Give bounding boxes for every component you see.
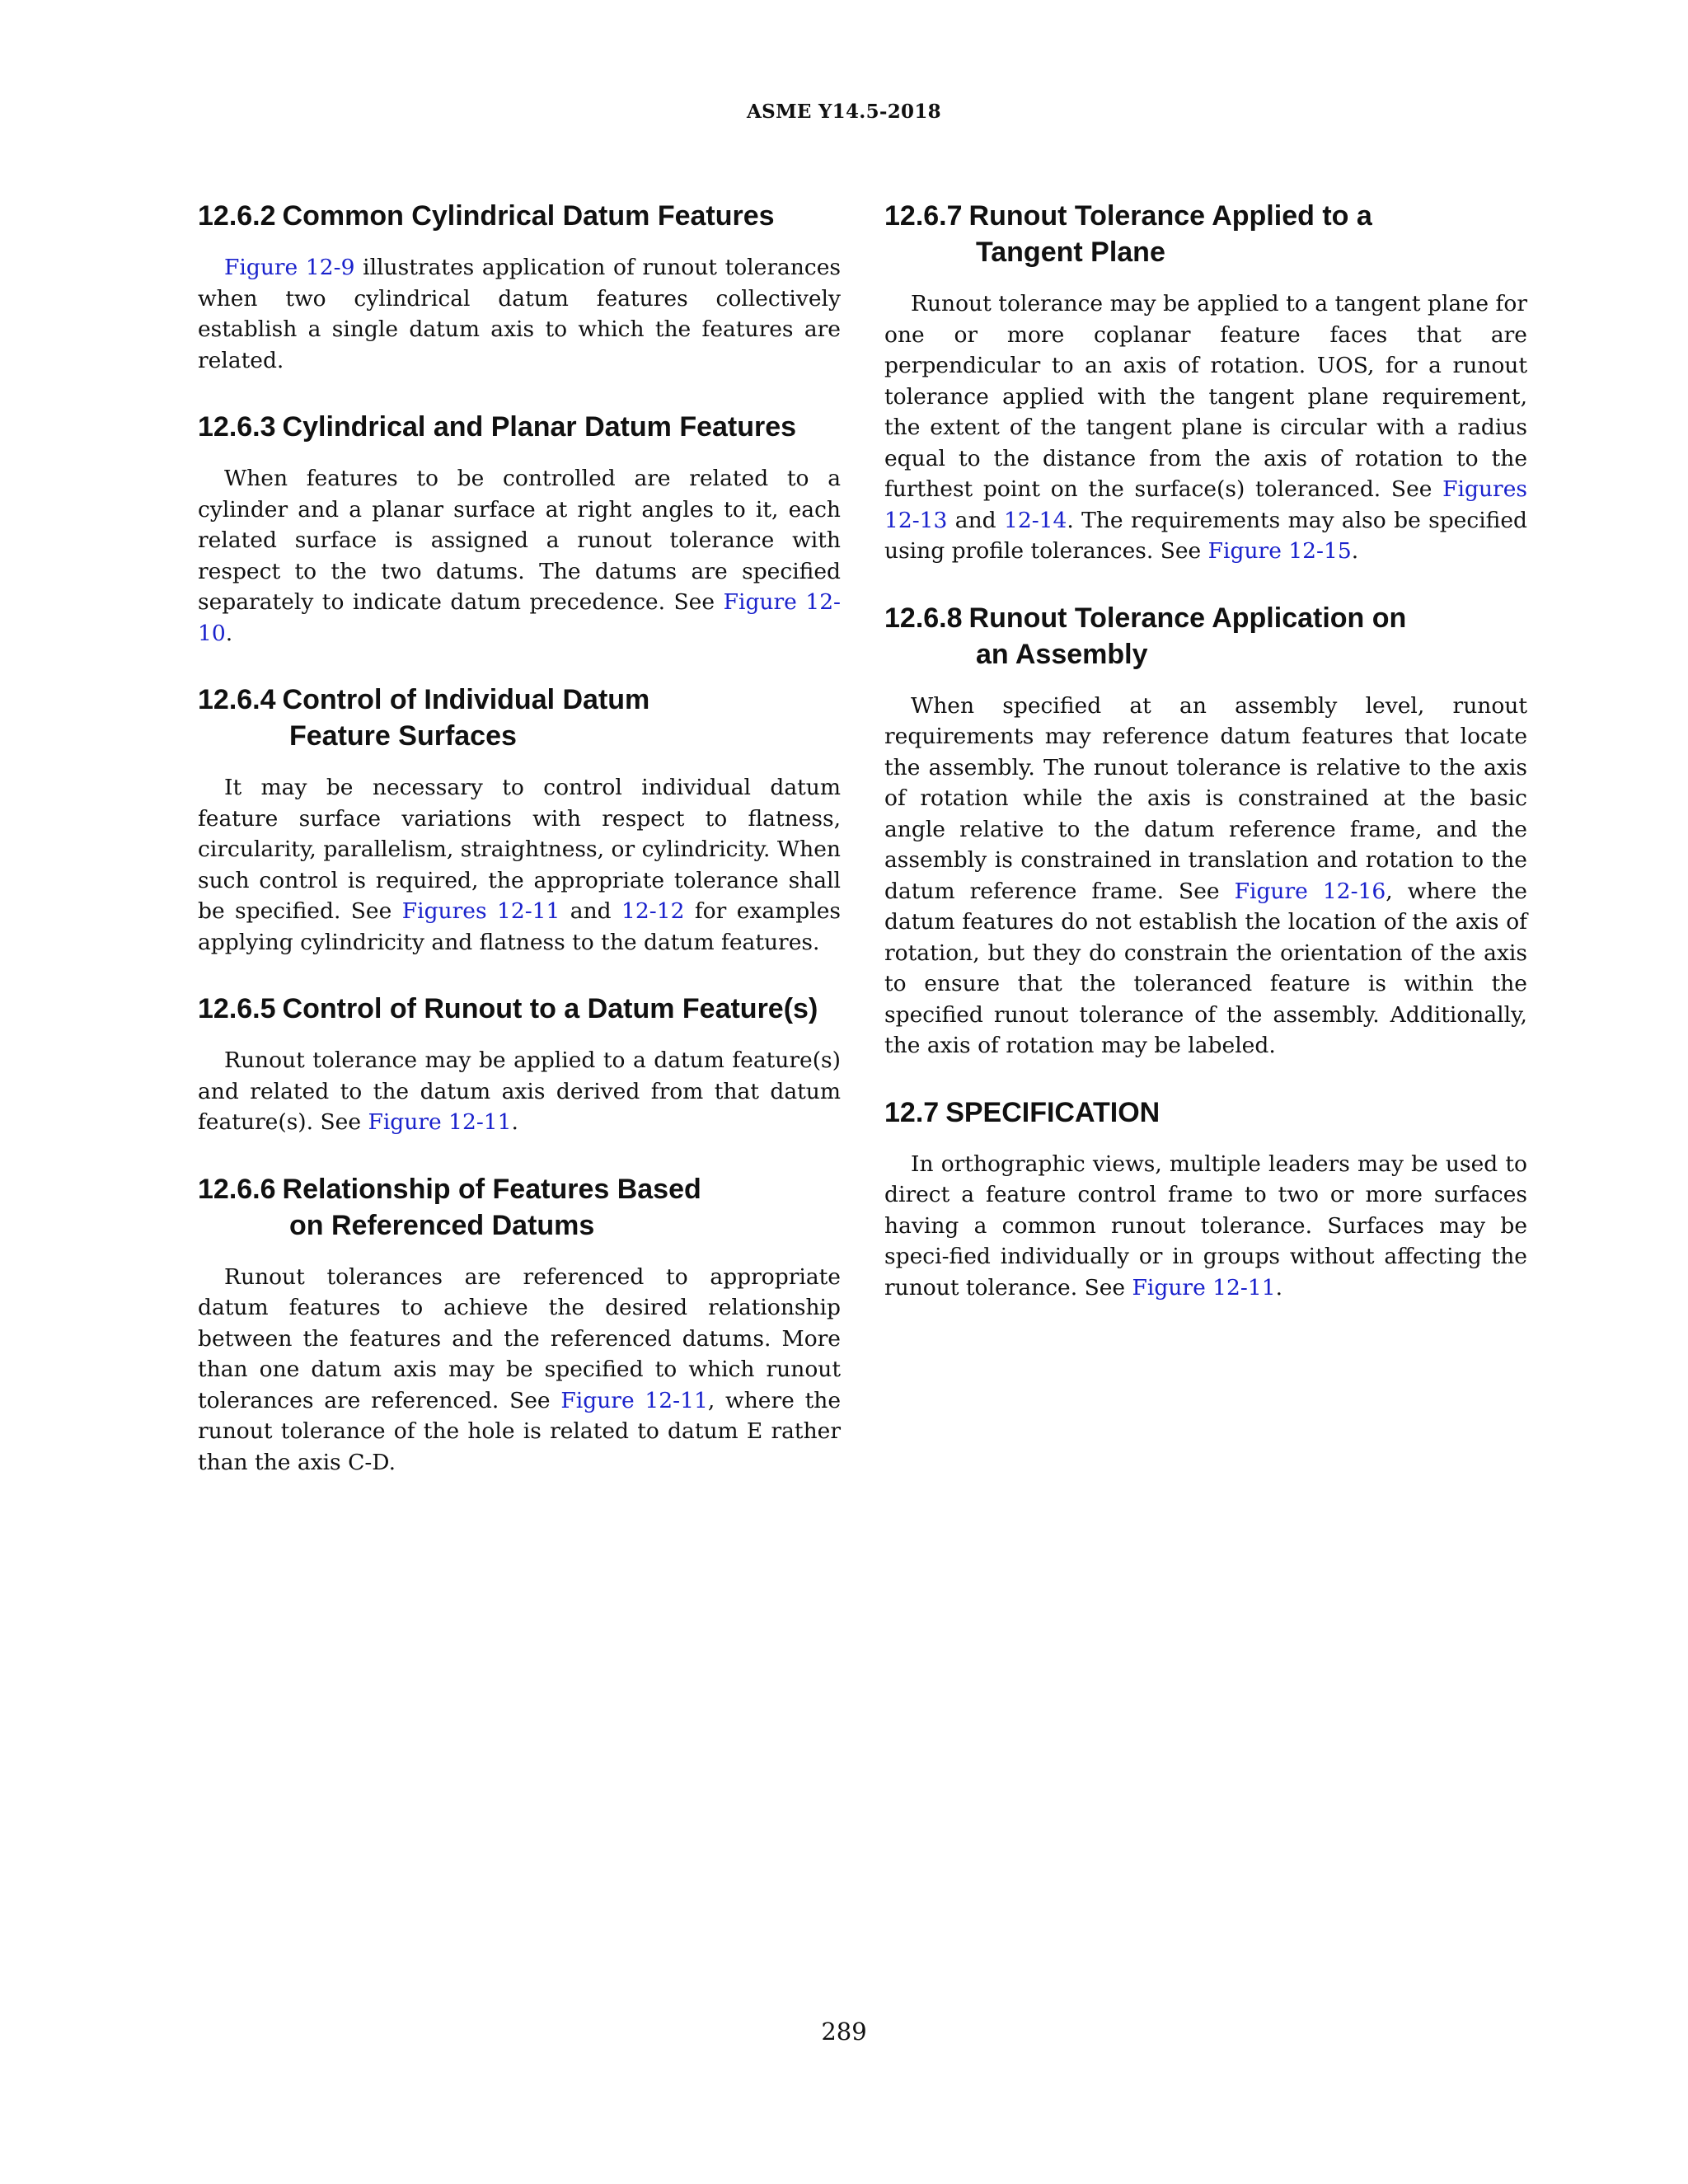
paragraph-text: , where the runout tolerance of the hole is related to datum E rather than the axis C-D. [198,1387,842,1475]
paragraph [198,463,841,649]
paragraph [198,772,841,958]
paragraph-text: and [560,898,622,924]
paragraph-text: Runout tolerance may be applied to a tangent plane for one or more coplanar feature faces that are perpendicular to an axis of rotation. UOS, for a runout tolerance applied with the tangent plane requirement, the extent of the tangent plane is circular with a radius equal to the distance from the axis of rotation to the furthest point on the surface(s) toleranced. See [884,291,1527,502]
section-title: SPECIFICATION [945,1096,1160,1128]
paragraph-text: . [1275,1274,1283,1301]
paragraph-text: It may be necessary to control individual datum feature surface variations with respect to flatness, circularity, parallelism, straightness, or cylindricity. When such control is required, the appropriate tolerance shall be specified. See [198,775,841,924]
section-heading [198,1171,841,1244]
paragraph [884,691,1527,1062]
figure-link[interactable]: Figure 12-11 [560,1387,708,1413]
figure-link[interactable]: 12-12 [621,898,685,924]
paragraph-text: . [1351,538,1359,564]
paragraph [884,1149,1527,1304]
section-12-6-3 [198,409,841,649]
paragraph-text: Runout tolerances are referenced to appropriate datum features to achieve the desired relationship between the features and the referenced datums. More than one datum axis may be specified to which runout tolerances are referenced. See [198,1263,841,1413]
section-title: Cylindrical and Planar Datum Features [282,411,797,443]
page-number: 289 [821,2018,867,2046]
paragraph-text: . [511,1109,518,1135]
section-number: 12.6.8 [884,602,963,634]
figure-link[interactable]: Figure 12-10 [198,589,842,646]
section-12-6-4 [198,682,841,958]
section-heading [198,198,841,234]
section-heading [198,991,841,1027]
paragraph-text: illustrates application of runout tolerances when two cylindrical datum features collectively establish a single datum axis to which the features are related. [198,255,841,373]
paragraph-text: When features to be controlled are related to a cylinder and a planar surface at right angles to it, each related surface is assigned a runout tolerance with respect to the two datums. The datums are specified separately to indicate datum precedence. See [198,466,841,615]
running-header: ASME Y14.5-2018 [747,101,941,123]
paragraph [198,1262,841,1479]
section-number: 12.6.6 [198,1173,276,1205]
section-12-6-8 [884,600,1527,1062]
figure-link[interactable]: Figures 12-13 [884,476,1527,533]
section-title-continued: on Referenced Datums [289,1209,595,1241]
section-number: 12.6.3 [198,411,276,443]
figure-link[interactable]: Figure 12-9 [224,255,355,280]
section-heading [198,682,841,754]
paragraph-text: . [225,620,233,646]
section-12-6-7 [884,198,1527,567]
section-number: 12.6.7 [884,200,963,232]
section-heading [198,409,841,445]
section-number: 12.6.2 [198,200,276,232]
section-title: Relationship of Features Based [282,1173,701,1205]
section-12-6-2 [198,198,841,376]
paragraph-text: When specified at an assembly level, runout requirements may reference datum features that locate the assembly. The runout tolerance is relative to the axis of rotation while the axis is constrained at the basic angle relative to the datum reference frame, and the assembly is constrained in translation and rotation to the datum reference frame. See [884,692,1527,904]
paragraph [198,252,841,376]
section-number: 12.6.4 [198,684,276,715]
section-title-continued: Tangent Plane [976,237,1165,268]
paragraph-text: Runout tolerance may be applied to a datum feature(s) and related to the datum axis derived from that datum feature(s). See [198,1047,841,1135]
paragraph [884,288,1527,567]
figure-link[interactable]: Figure 12-11 [368,1109,512,1135]
paragraph-text: and [947,507,1004,533]
paragraph-text: In orthographic views, multiple leaders may be used to direct a feature control frame to two or more surfaces having a common runout tolerance. Surfaces may be speci-fied individually or in groups without affecting the runout tolerance. See [884,1151,1527,1301]
section-12-7 [884,1094,1527,1304]
section-12-6-6 [198,1171,841,1479]
paragraph-text: for examples applying cylindricity and flatness to the datum features. [198,898,841,955]
section-number: 12.6.5 [198,993,276,1024]
figure-link[interactable]: Figure 12-11 [1132,1274,1276,1301]
figure-link[interactable]: Figure 12-15 [1207,538,1352,564]
figure-link[interactable]: Figure 12-16 [1234,878,1386,904]
section-title: Control of Individual Datum [282,684,650,715]
section-title-continued: an Assembly [976,638,1148,670]
section-number: 12.7 [884,1096,940,1128]
paragraph-text: , where the datum features do not establish the location of the axis of rotation, but they do constrain the orientation of the axis to ensure that the toleranced feature is within the specified runout tolerance of the assembly. Additionally, the axis of rotation may be labeled. [884,878,1527,1058]
figure-link[interactable]: 12-14 [1003,507,1067,533]
section-heading [884,198,1527,270]
section-title-continued: Feature Surfaces [289,720,517,752]
section-heading [884,1094,1527,1131]
section-12-6-5 [198,991,841,1138]
paragraph [198,1045,841,1138]
section-title: Runout Tolerance Applied to a [968,200,1372,232]
section-title: Common Cylindrical Datum Features [282,200,775,232]
figure-link[interactable]: Figures 12-11 [401,898,560,924]
section-title: Control of Runout to a Datum Feature(s) [282,993,818,1024]
paragraph-text: . The requirements may also be specified using profile tolerances. See [884,507,1527,564]
section-title: Runout Tolerance Application on [968,602,1407,634]
left-column [198,198,841,1511]
section-heading [884,600,1527,673]
right-column [884,198,1527,1336]
